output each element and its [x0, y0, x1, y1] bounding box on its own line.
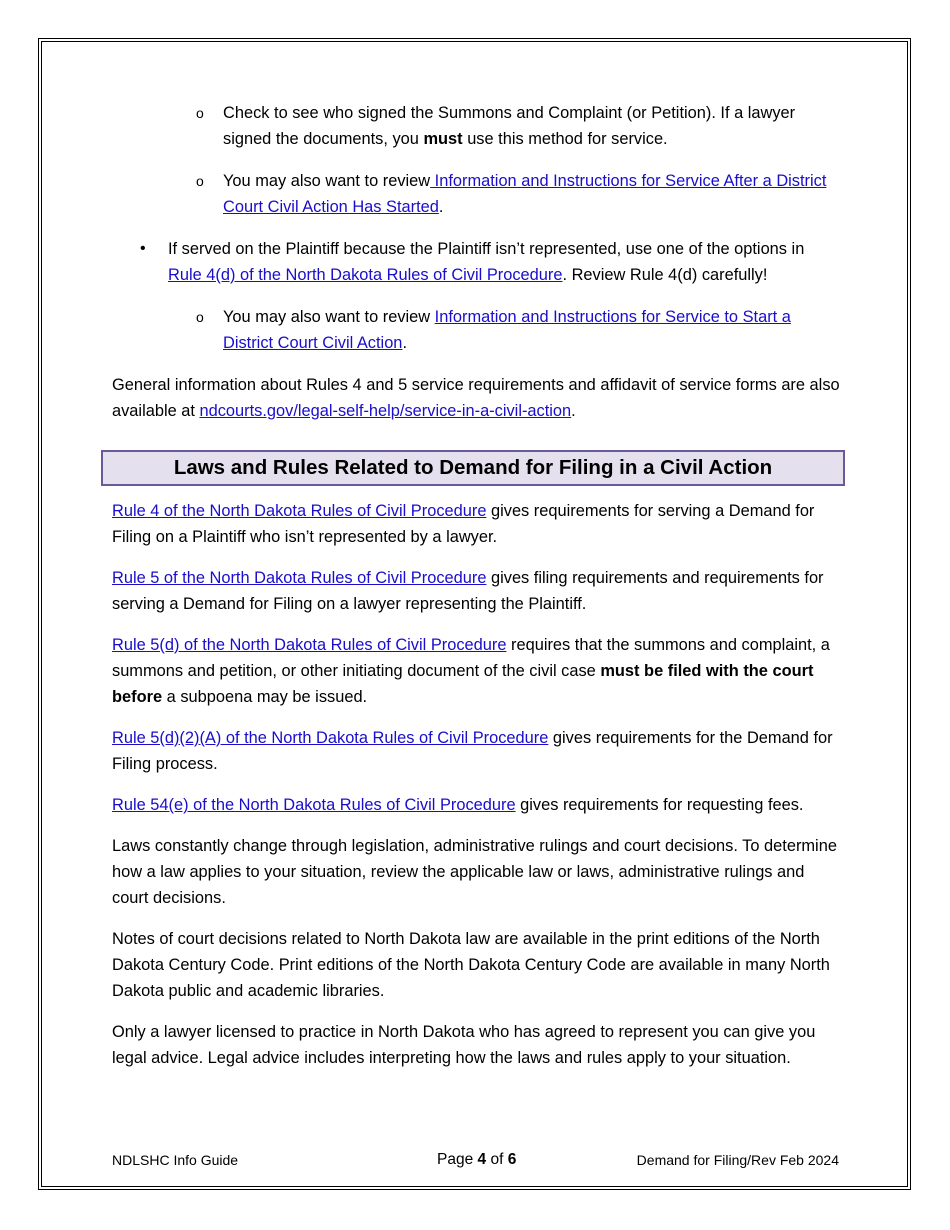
link-rule-5d[interactable]: Rule 5(d) of the North Dakota Rules of Civil Procedure	[112, 636, 507, 654]
bullet-served-plaintiff	[112, 236, 842, 288]
page-current: 4	[477, 1151, 487, 1168]
sub-bullet-review-after	[112, 168, 842, 220]
link-rule-5[interactable]: Rule 5 of the North Dakota Rules of Civil Procedure	[112, 569, 487, 587]
link-rule-5d2a[interactable]: Rule 5(d)(2)(A) of the North Dakota Rules of Civil Procedure	[112, 729, 549, 747]
laws-change-paragraph: Laws constantly change through legislation, administrative rulings and court decisions. To determine how a law applies to your situation, review the applicable law or laws, administrative rulings and court decisions.	[112, 837, 837, 907]
rule-text: requires that the summons and complaint, a summons and petition, or other initiating document of the civil case	[112, 636, 830, 680]
sub3-text-after: .	[402, 334, 407, 352]
rule-paragraph	[112, 565, 842, 617]
circle-bullet-icon: o	[196, 173, 204, 189]
bullet-text: If served on the Plaintiff because the Plaintiff isn’t represented, use one of the options in	[168, 240, 805, 258]
sub1-text: Check to see who signed the Summons and Complaint (or Petition). If a lawyer signed the documents, you	[223, 104, 796, 148]
footer-guide-name: NDLSHC Info Guide	[112, 1152, 239, 1168]
page-footer	[112, 1152, 839, 1174]
sub-bullet-signed-check	[112, 100, 842, 152]
legal-advice-paragraph: Only a lawyer licensed to practice in North Dakota who has agreed to represent you can give you legal advice. Legal advice includes interpreting how the laws and rules apply to your situation.	[112, 1023, 816, 1067]
rule-paragraph	[112, 725, 842, 777]
link-service-after-started[interactable]: Information and Instructions for Service After a District Court Civil Action Has Started	[223, 172, 827, 216]
rule-text-after: a subpoena may be issued.	[162, 688, 368, 706]
section-heading-box	[101, 450, 845, 486]
general-info-paragraph	[112, 372, 842, 424]
rule-paragraph	[112, 498, 842, 550]
sub2-text-after: .	[438, 198, 444, 216]
link-rule-54e[interactable]: Rule 54(e) of the North Dakota Rules of Civil Procedure	[112, 796, 516, 814]
rule-text: gives requirements for the Demand for Filing process.	[112, 729, 833, 773]
document-body	[112, 100, 842, 1086]
rule-bold: must be filed with the court before	[112, 662, 814, 706]
rule-text: gives requirements for serving a Demand for Filing on a Plaintiff who isn’t represented by a lawyer.	[112, 502, 815, 546]
rule-paragraph	[112, 632, 842, 710]
sub2-text: You may also want to review	[223, 172, 431, 190]
bullet-text-after: . Review Rule 4(d) carefully!	[562, 266, 768, 284]
footer-revision: Demand for Filing/Rev Feb 2024	[636, 1152, 839, 1168]
court-notes-paragraph: Notes of court decisions related to North Dakota law are available in the print editions of the North Dakota Century Code. Print editions of the North Dakota Century Code are available in many North Dakota public and academic libraries.	[112, 930, 830, 1000]
footer-page-number	[437, 1151, 516, 1169]
sub1-text-after: use this method for service.	[462, 130, 668, 148]
sub3-text: You may also want to review	[223, 308, 435, 326]
sub-bullet-review-start	[112, 304, 842, 356]
rule-text: gives filing requirements and requirements for serving a Demand for Filing on a lawyer representing the Plaintiff.	[112, 569, 824, 613]
bullet-icon: •	[140, 240, 146, 257]
link-service-to-start[interactable]: Information and Instructions for Service to Start a District Court Civil Action	[223, 308, 791, 352]
link-ndcourts-service[interactable]: ndcourts.gov/legal-self-help/service-in-a-civil-action	[199, 402, 572, 420]
general-text-after: .	[571, 402, 576, 420]
link-rule-4[interactable]: Rule 4 of the North Dakota Rules of Civil Procedure	[112, 502, 487, 520]
rule-paragraph	[112, 792, 842, 818]
circle-bullet-icon: o	[196, 105, 204, 121]
page-prefix: Page	[437, 1151, 478, 1168]
general-text: General information about Rules 4 and 5 service requirements and affidavit of service forms are also available at	[112, 376, 840, 420]
rule-text: gives requirements for requesting fees.	[515, 796, 804, 814]
section-heading: Laws and Rules Related to Demand for Filing in a Civil Action	[173, 456, 773, 479]
page-of: of	[486, 1151, 508, 1168]
link-rule-4d[interactable]: Rule 4(d) of the North Dakota Rules of Civil Procedure	[168, 266, 563, 284]
circle-bullet-icon: o	[196, 309, 204, 325]
sub1-bold: must	[423, 130, 463, 148]
page-total: 6	[507, 1151, 517, 1168]
